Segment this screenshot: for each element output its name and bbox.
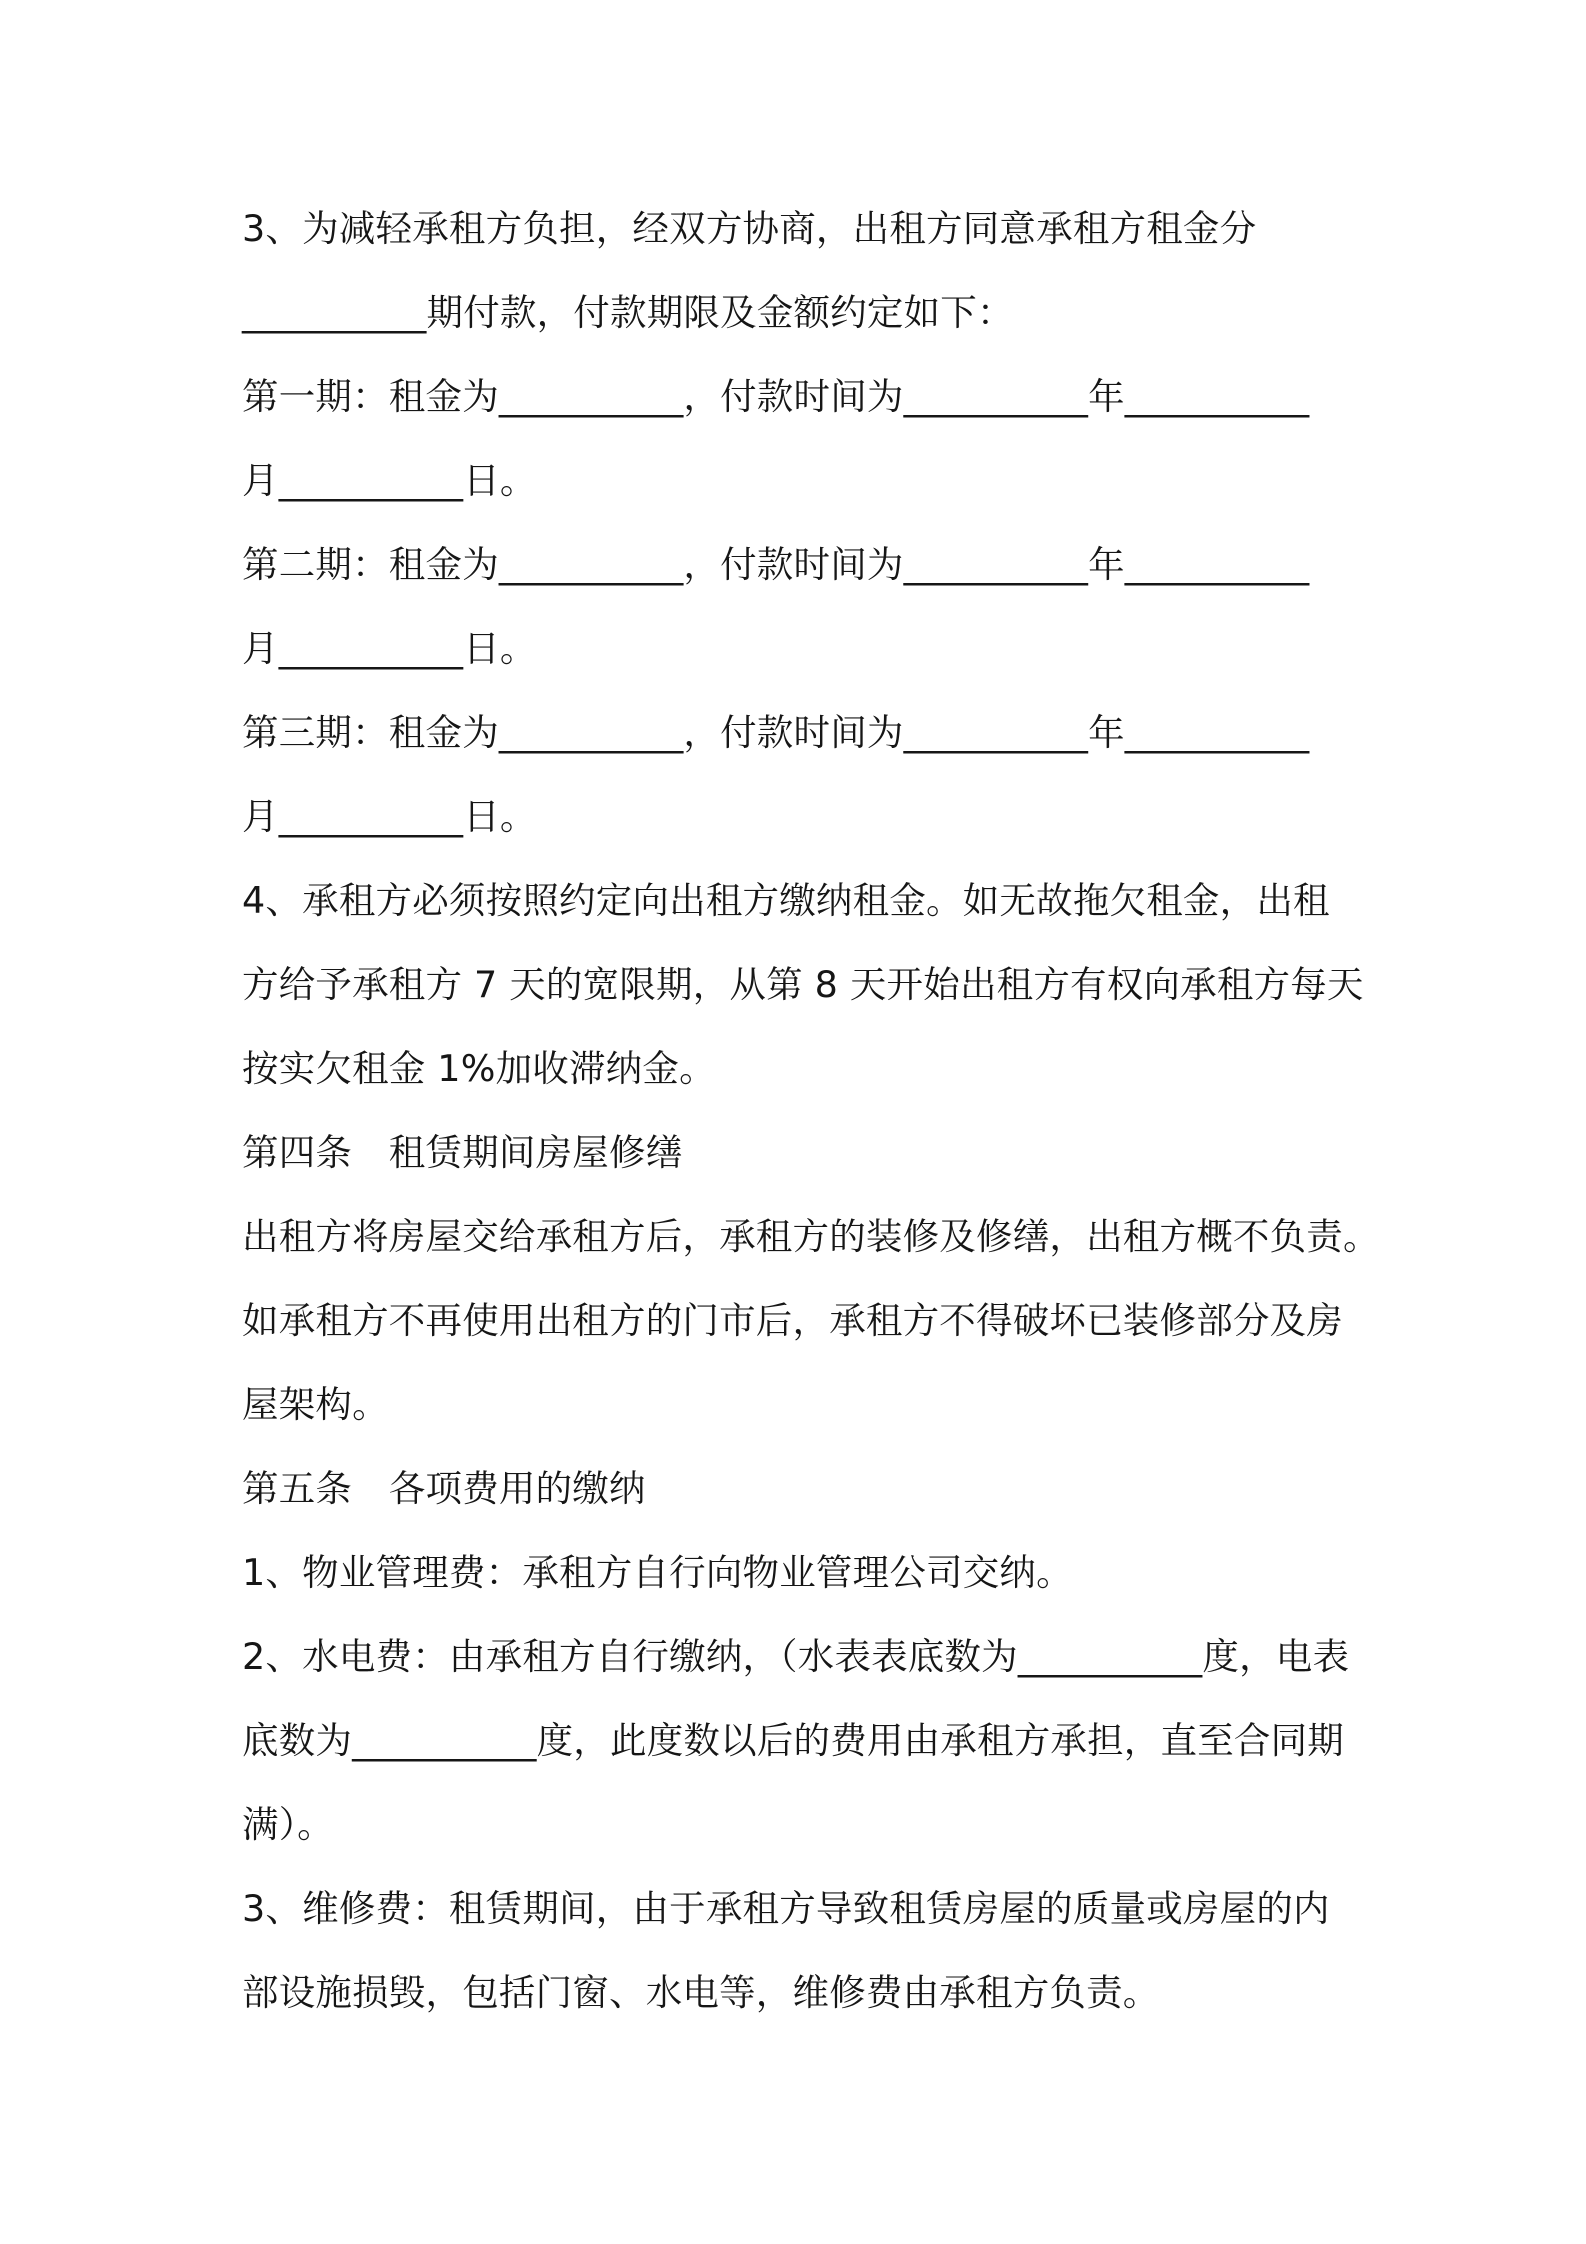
paragraph-line: 第二期：租金为__________，付款时间为__________年__________ xyxy=(242,543,1310,586)
section-heading: 第五条 各项费用的缴纳 xyxy=(242,1467,646,1510)
section-heading: 第四条 租赁期间房屋修缮 xyxy=(242,1131,683,1174)
paragraph-line: 方给予承租方 7 天的宽限期，从第 8 天开始出租方有权向承租方每天 xyxy=(242,963,1364,1006)
paragraph-line: 部设施损毁，包括门窗、水电等，维修费由承租方负责。 xyxy=(242,1971,1160,2014)
paragraph-line: 如承租方不再使用出租方的门市后，承租方不得破坏已装修部分及房 xyxy=(242,1299,1343,1342)
paragraph-line: 屋架构。 xyxy=(242,1383,389,1426)
paragraph-line: 月__________日。 xyxy=(242,795,537,838)
paragraph-line: 出租方将房屋交给承租方后，承租方的装修及修缮，出租方概不负责。 xyxy=(242,1215,1380,1258)
paragraph-line: __________期付款，付款期限及金额约定如下： xyxy=(242,291,1014,334)
paragraph-line: 1、物业管理费：承租方自行向物业管理公司交纳。 xyxy=(242,1551,1073,1594)
paragraph-line: 3、为减轻承租方负担，经双方协商，出租方同意承租方租金分 xyxy=(242,207,1257,250)
paragraph-line: 第一期：租金为__________，付款时间为__________年__________ xyxy=(242,375,1310,418)
paragraph-line: 满）。 xyxy=(242,1803,334,1846)
paragraph-line: 底数为__________度，此度数以后的费用由承租方承担，直至合同期 xyxy=(242,1719,1344,1762)
paragraph-line: 2、水电费：由承租方自行缴纳，（水表表底数为__________度，电表 xyxy=(242,1635,1350,1678)
paragraph-line: 4、承租方必须按照约定向出租方缴纳租金。如无故拖欠租金，出租 xyxy=(242,879,1330,922)
paragraph-line: 月__________日。 xyxy=(242,459,537,502)
paragraph-line: 按实欠租金 1%加收滞纳金。 xyxy=(242,1047,716,1090)
paragraph-line: 3、维修费：租赁期间，由于承租方导致租赁房屋的质量或房屋的内 xyxy=(242,1887,1330,1930)
paragraph-line: 月__________日。 xyxy=(242,627,537,670)
paragraph-line: 第三期：租金为__________，付款时间为__________年__________ xyxy=(242,711,1310,754)
